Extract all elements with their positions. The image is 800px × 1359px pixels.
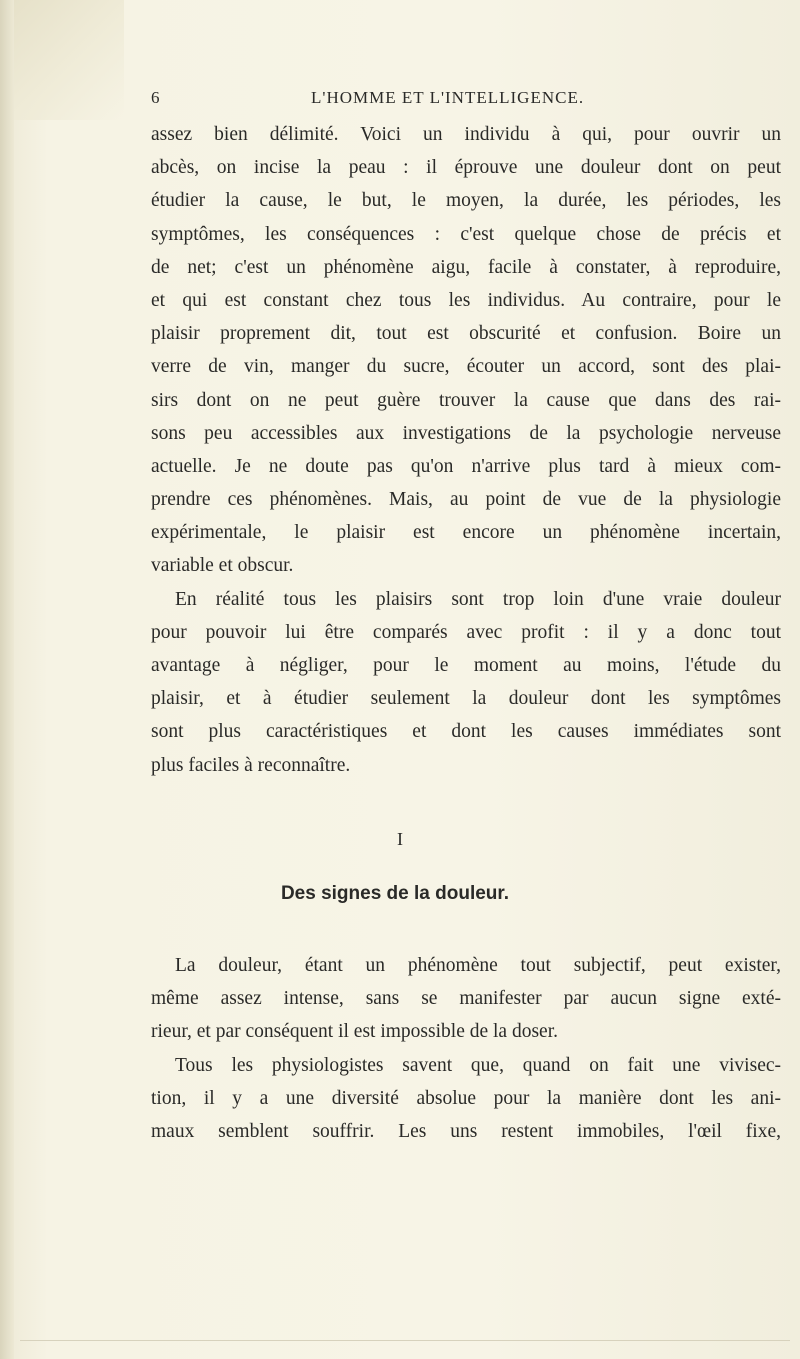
text-line: expérimentale, le plaisir est encore un phénomène incertain, [151,522,781,544]
paragraph-4 [151,1049,781,1149]
text-line: pour pouvoir lui être comparés avec profit : il y a donc tout [151,621,781,643]
paragraph-1 [151,118,781,583]
text-line: actuelle. Je ne doute pas qu'on n'arrive plus tard à mieux com- [151,455,781,477]
text-line: La douleur, étant un phénomène tout subjectif, peut exister, [175,955,781,976]
text-line: étudier la cause, le but, le moyen, la durée, les périodes, les [151,190,781,212]
paragraph-2 [151,583,781,782]
text-line: tion, il y a une diversité absolue pour la manière dont les ani- [151,1087,781,1109]
running-title: L'HOMME ET L'INTELLIGENCE. [311,88,585,107]
text-line: plaisir, et à étudier seulement la douleur dont les symptômes [151,688,781,710]
text-line: plus faciles à reconnaître. [151,754,351,776]
paragraph-3 [151,949,781,1049]
text-line: et qui est constant chez tous les individus. Au contraire, pour le [151,289,781,311]
text-line: de net; c'est un phénomène aigu, facile à constater, à reproduire, [151,256,781,278]
text-line: sont plus caractéristiques et dont les causes immédiates sont [151,721,781,743]
page-number: 6 [151,88,161,107]
text-block-lower [151,949,781,1148]
text-line: prendre ces phénomènes. Mais, au point de vue de la physiologie [151,489,781,511]
text-line: maux semblent souffrir. Les uns restent immobiles, l'œil fixe, [151,1120,781,1142]
section-heading: Des signes de la douleur. [280,883,510,904]
page-bottom-edge [20,1340,790,1341]
text-line: sirs dont on ne peut guère trouver la cause que dans des rai- [151,389,781,411]
text-line: Tous les physiologistes savent que, quand on fait une vivisec- [175,1054,781,1076]
page-corner-fold [14,0,124,120]
text-line: verre de vin, manger du sucre, écouter un accord, sont des plai- [151,356,781,378]
text-line: assez bien délimité. Voici un individu à qui, pour ouvrir un [151,124,781,145]
text-line: symptômes, les conséquences : c'est quelque chose de précis et [151,223,781,245]
text-line: rieur, et par conséquent il est impossible de la doser. [151,1021,558,1043]
text-line: avantage à négliger, pour le moment au moins, l'étude du [151,655,781,676]
text-line: sons peu accessibles aux investigations de la psychologie nerveuse [151,422,781,444]
text-line: abcès, on incise la peau : il éprouve une douleur dont on peut [151,157,781,179]
page-spine-shadow [0,0,14,1359]
text-line: En réalité tous les plaisirs sont trop loin d'une vraie douleur [175,588,781,610]
text-line: variable et obscur. [151,555,294,577]
running-header [151,88,661,112]
section-number: I [397,829,403,849]
text-line: même assez intense, sans se manifester par aucun signe exté- [151,988,781,1010]
text-block-upper [151,118,781,782]
text-line: plaisir proprement dit, tout est obscurité et confusion. Boire un [151,323,781,345]
